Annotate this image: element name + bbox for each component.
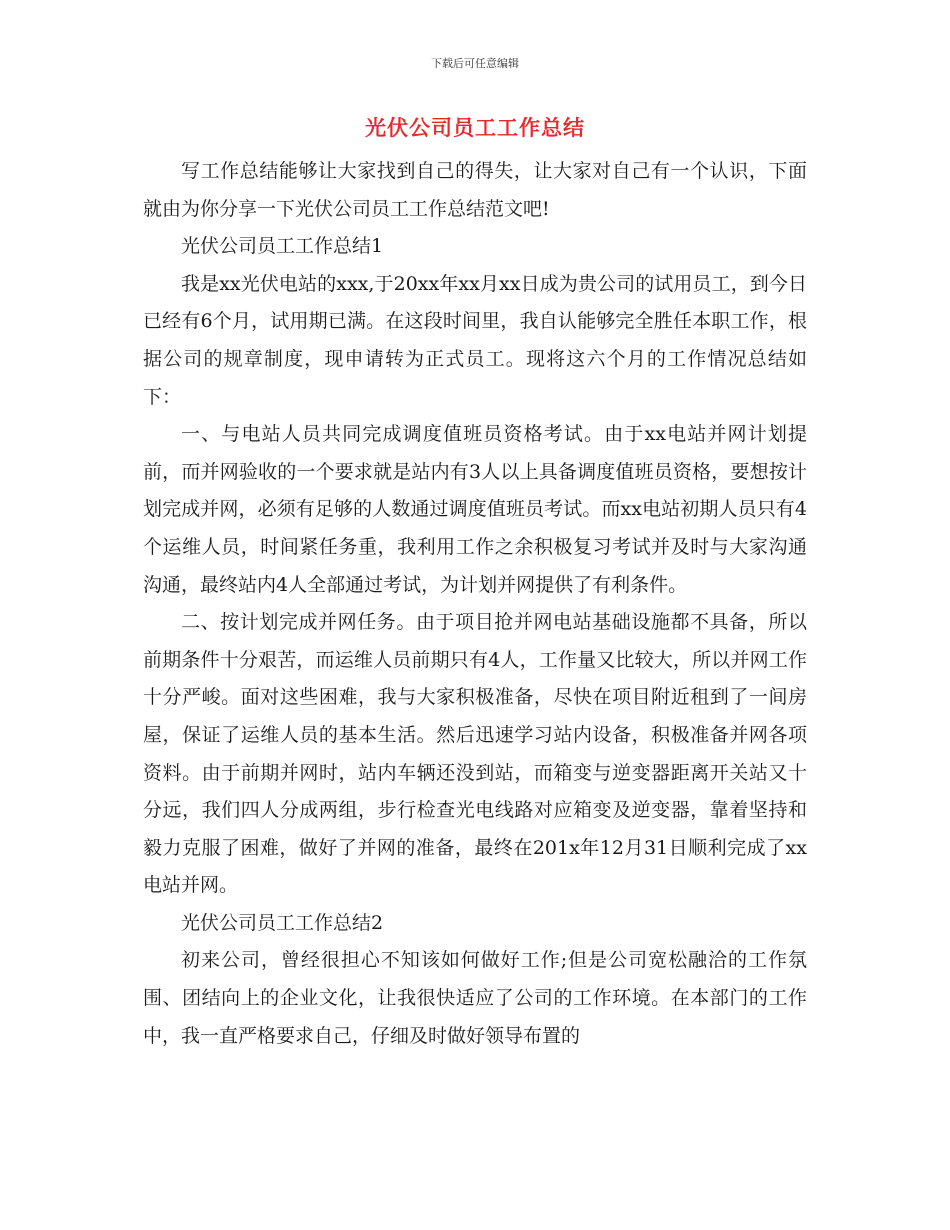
section-heading-2: 光伏公司员工工作总结2 — [181, 911, 384, 934]
document-body — [143, 153, 807, 1055]
paragraph-intro: 写工作总结能够让大家找到自己的得失，让大家对自己有一个认识，下面就由为你分享一下光伏公司员工工作总结范文吧! — [143, 160, 807, 220]
paragraph: 二、按计划完成并网任务。由于项目抢并网电站基础设施都不具备，所以前期条件十分艰苦，而运维人员前期只有4人，工作量又比较大，所以并网工作十分严峻。面对这些困难，我与大家积极准备，尽快在项目附近租到了一间房屋，保证了运维人员的基本生活。然后迅速学习站内设备，积极准备并网各项资料。由于前期并网时，站内车辆还没到站，而箱变与逆变器距离开关站又十分远，我们四人分成两组，步行检查光电线路对应箱变及逆变器，靠着坚持和毅力克服了困难，做好了并网的准备，最终在201x年12月31日顺利完成了xx电站并网。 — [143, 611, 807, 897]
section-heading-1: 光伏公司员工工作总结1 — [181, 235, 384, 258]
document-title: 光伏公司员工工作总结 — [365, 116, 585, 140]
header-note: 下载后可任意编辑 — [431, 57, 519, 70]
paragraph: 初来公司，曾经很担心不知该如何做好工作;但是公司宽松融洽的工作氛围、团结向上的企业文化，让我很快适应了公司的工作环境。在本部门的工作中，我一直严格要求自己，仔细及时做好领导布置的 — [143, 949, 807, 1047]
paragraph: 一、与电站人员共同完成调度值班员资格考试。由于xx电站并网计划提前，而并网验收的一个要求就是站内有3人以上具备调度值班员资格，要想按计划完成并网，必须有足够的人数通过调度值班员考试。而xx电站初期人员只有4个运维人员，时间紧任务重，我利用工作之余积极复习考试并及时与大家沟通沟通，最终站内4人全部通过考试，为计划并网提供了有利条件。 — [143, 423, 807, 596]
paragraph: 我是xx光伏电站的xxx,于20xx年xx月xx日成为贵公司的试用员工，到今日已经有6个月，试用期已满。在这段时间里，我自认能够完全胜任本职工作，根据公司的规章制度，现申请转为正式员工。现将这六个月的工作情况总结如下： — [143, 272, 807, 408]
